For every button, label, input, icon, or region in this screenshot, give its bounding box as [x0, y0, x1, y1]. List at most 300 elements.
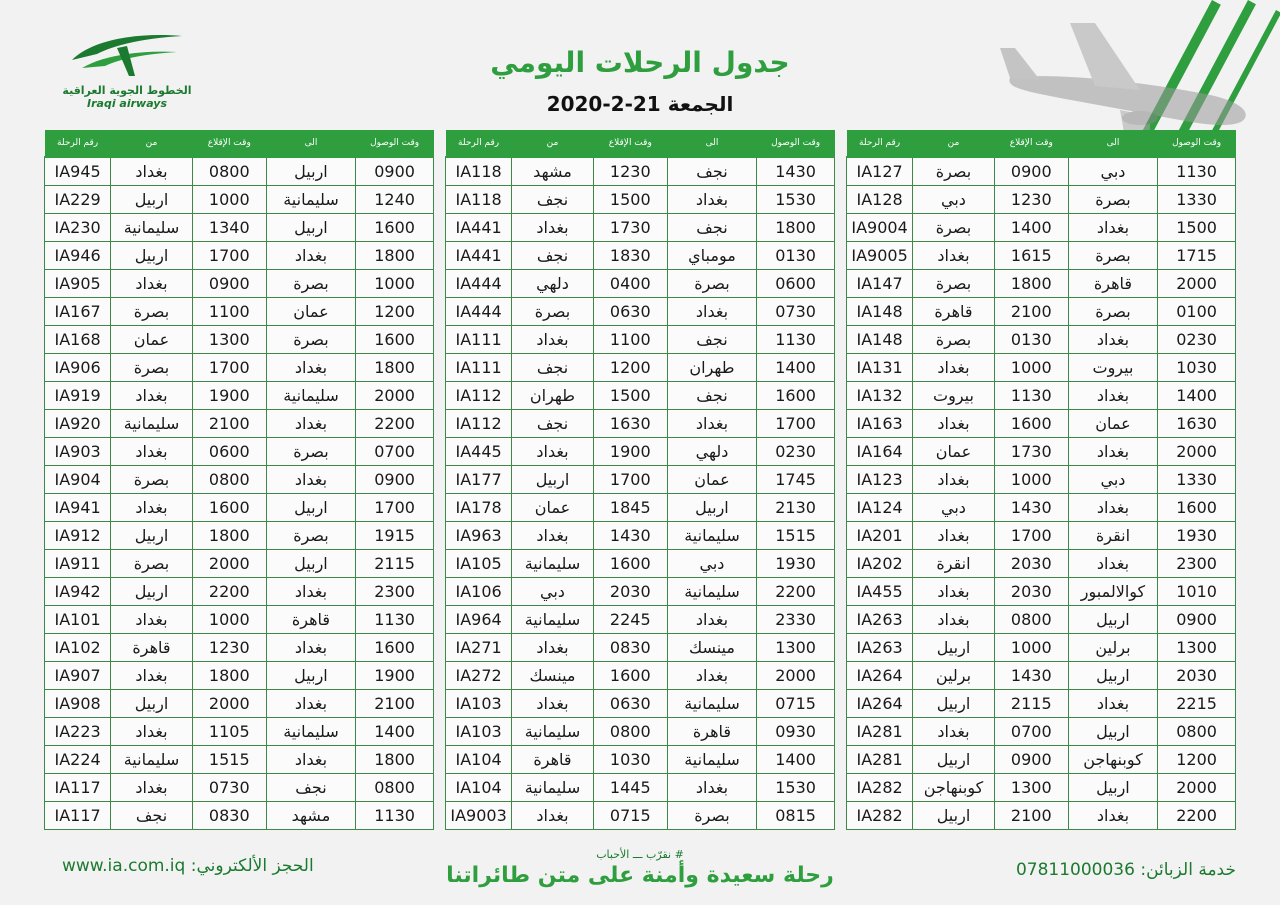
customer-service: خدمة الزبائن: 07811000036 — [1015, 860, 1236, 880]
departure-time-cell: 1430 — [593, 522, 667, 550]
departure-time-cell: 1130 — [994, 382, 1068, 410]
from-city-cell: قاهرة — [512, 746, 594, 774]
departure-time-cell: 1230 — [192, 634, 266, 662]
table-row — [446, 466, 835, 494]
departure-time-cell: 1000 — [994, 634, 1068, 662]
departure-time-cell: 1700 — [593, 466, 667, 494]
departure-time-cell: 0900 — [994, 746, 1068, 774]
from-city-cell: سليمانية — [512, 606, 594, 634]
column-header-flight-number: رقم الرحلة — [446, 130, 512, 157]
flight-number-cell: IA102 — [45, 634, 111, 662]
from-city-cell: نجف — [512, 242, 594, 270]
departure-time-cell: 1600 — [593, 662, 667, 690]
to-city-cell: سليمانية — [266, 718, 355, 746]
from-city-cell: بغداد — [913, 466, 995, 494]
departure-time-cell: 1800 — [994, 270, 1068, 298]
flight-number-cell: IA281 — [847, 746, 913, 774]
table-row — [446, 157, 835, 186]
from-city-cell: اربيل — [111, 242, 193, 270]
departure-time-cell: 1100 — [192, 298, 266, 326]
table-row — [45, 410, 434, 438]
flight-number-cell: IA164 — [847, 438, 913, 466]
arrival-time-cell: 1600 — [356, 326, 434, 354]
to-city-cell: بصرة — [667, 270, 756, 298]
arrival-time-cell: 0930 — [757, 718, 835, 746]
arrival-time-cell: 2200 — [757, 578, 835, 606]
table-row — [45, 746, 434, 774]
flight-number-cell: IA281 — [847, 718, 913, 746]
from-city-cell: نجف — [512, 186, 594, 214]
from-city-cell: سليمانية — [111, 410, 193, 438]
to-city-cell: نجف — [667, 326, 756, 354]
arrival-time-cell: 1600 — [757, 382, 835, 410]
to-city-cell: بغداد — [667, 298, 756, 326]
arrival-time-cell: 1915 — [356, 522, 434, 550]
arrival-time-cell: 0900 — [356, 466, 434, 494]
flight-number-cell: IA127 — [847, 157, 913, 186]
arrival-time-cell: 1800 — [356, 746, 434, 774]
flight-number-cell: IA920 — [45, 410, 111, 438]
flight-number-cell: IA167 — [45, 298, 111, 326]
to-city-cell: بيروت — [1068, 354, 1157, 382]
departure-time-cell: 1000 — [192, 606, 266, 634]
table-row — [45, 774, 434, 802]
from-city-cell: عمان — [512, 494, 594, 522]
to-city-cell: سليمانية — [667, 522, 756, 550]
flight-number-cell: IA101 — [45, 606, 111, 634]
column-header-from-city: من — [111, 130, 193, 157]
arrival-time-cell: 0100 — [1158, 298, 1236, 326]
departure-time-cell: 1300 — [994, 774, 1068, 802]
flight-number-cell: IA103 — [446, 718, 512, 746]
arrival-time-cell: 1930 — [1158, 522, 1236, 550]
arrival-time-cell: 1000 — [356, 270, 434, 298]
arrival-time-cell: 2200 — [1158, 802, 1236, 830]
departure-time-cell: 2100 — [994, 802, 1068, 830]
departure-time-cell: 2030 — [994, 550, 1068, 578]
arrival-time-cell: 1240 — [356, 186, 434, 214]
page-title: جدول الرحلات اليومي — [490, 46, 790, 79]
from-city-cell: سليمانية — [111, 214, 193, 242]
arrival-time-cell: 1530 — [757, 774, 835, 802]
arrival-time-cell: 1330 — [1158, 466, 1236, 494]
table-row — [45, 354, 434, 382]
from-city-cell: مينسك — [512, 662, 594, 690]
table-row — [45, 522, 434, 550]
from-city-cell: بغداد — [111, 662, 193, 690]
to-city-cell: بصرة — [266, 270, 355, 298]
table-row — [45, 242, 434, 270]
departure-time-cell: 1500 — [593, 186, 667, 214]
flight-number-cell: IA263 — [847, 606, 913, 634]
departure-time-cell: 1900 — [593, 438, 667, 466]
from-city-cell: نجف — [512, 410, 594, 438]
flight-number-cell: IA147 — [847, 270, 913, 298]
from-city-cell: بصرة — [913, 157, 995, 186]
column-header-departure-time: وقت الإقلاع — [593, 130, 667, 157]
departure-time-cell: 1900 — [192, 382, 266, 410]
flight-number-cell: IA106 — [446, 578, 512, 606]
to-city-cell: كوبنهاجن — [1068, 746, 1157, 774]
flight-number-cell: IA907 — [45, 662, 111, 690]
to-city-cell: بغداد — [667, 410, 756, 438]
departure-time-cell: 0600 — [192, 438, 266, 466]
departure-time-cell: 2200 — [192, 578, 266, 606]
table-row — [446, 550, 835, 578]
to-city-cell: بغداد — [266, 578, 355, 606]
arrival-time-cell: 1600 — [356, 214, 434, 242]
flight-number-cell: IA912 — [45, 522, 111, 550]
to-city-cell: برلين — [1068, 634, 1157, 662]
table-row — [45, 550, 434, 578]
to-city-cell: عمان — [266, 298, 355, 326]
from-city-cell: سليمانية — [512, 718, 594, 746]
from-city-cell: بيروت — [913, 382, 995, 410]
to-city-cell: اربيل — [266, 157, 355, 186]
departure-time-cell: 2000 — [192, 550, 266, 578]
table-row — [847, 606, 1236, 634]
from-city-cell: بغداد — [913, 578, 995, 606]
to-city-cell: بصرة — [266, 438, 355, 466]
arrival-time-cell: 2000 — [757, 662, 835, 690]
departure-time-cell: 1600 — [593, 550, 667, 578]
arrival-time-cell: 1130 — [757, 326, 835, 354]
arrival-time-cell: 1700 — [356, 494, 434, 522]
from-city-cell: بصرة — [913, 326, 995, 354]
to-city-cell: بغداد — [266, 410, 355, 438]
flight-number-cell: IA946 — [45, 242, 111, 270]
to-city-cell: عمان — [667, 466, 756, 494]
to-city-cell: بغداد — [667, 186, 756, 214]
from-city-cell: قاهرة — [111, 634, 193, 662]
arrival-time-cell: 1400 — [757, 354, 835, 382]
table-row — [446, 522, 835, 550]
departure-time-cell: 1800 — [192, 522, 266, 550]
to-city-cell: عمان — [1068, 410, 1157, 438]
to-city-cell: اربيل — [1068, 606, 1157, 634]
table-header-row — [847, 130, 1236, 157]
arrival-time-cell: 2330 — [757, 606, 835, 634]
flight-number-cell: IA441 — [446, 242, 512, 270]
arrival-time-cell: 1300 — [1158, 634, 1236, 662]
flight-number-cell: IA445 — [446, 438, 512, 466]
flight-number-cell: IA945 — [45, 157, 111, 186]
arrival-time-cell: 2115 — [356, 550, 434, 578]
column-header-to-city: الى — [1068, 130, 1157, 157]
arrival-time-cell: 1715 — [1158, 242, 1236, 270]
arrival-time-cell: 1745 — [757, 466, 835, 494]
to-city-cell: دلهي — [667, 438, 756, 466]
arrival-time-cell: 1330 — [1158, 186, 1236, 214]
departure-time-cell: 0830 — [192, 802, 266, 830]
arrival-time-cell: 1400 — [356, 718, 434, 746]
to-city-cell: بغداد — [266, 242, 355, 270]
flight-number-cell: IA177 — [446, 466, 512, 494]
table-row — [446, 494, 835, 522]
to-city-cell: بغداد — [1068, 550, 1157, 578]
table-row — [847, 157, 1236, 186]
column-header-from-city: من — [913, 130, 995, 157]
to-city-cell: اربيل — [1068, 662, 1157, 690]
from-city-cell: بغداد — [111, 494, 193, 522]
to-city-cell: بغداد — [1068, 690, 1157, 718]
flight-number-cell: IA117 — [45, 802, 111, 830]
from-city-cell: عمان — [111, 326, 193, 354]
arrival-time-cell: 0700 — [356, 438, 434, 466]
to-city-cell: بصرة — [266, 522, 355, 550]
flight-number-cell: IA104 — [446, 774, 512, 802]
to-city-cell: مومباي — [667, 242, 756, 270]
departure-time-cell: 1630 — [593, 410, 667, 438]
flight-number-cell: IA223 — [45, 718, 111, 746]
from-city-cell: اربيل — [913, 690, 995, 718]
arrival-time-cell: 1600 — [356, 634, 434, 662]
departure-time-cell: 1830 — [593, 242, 667, 270]
departure-time-cell: 1400 — [994, 214, 1068, 242]
departure-time-cell: 2100 — [192, 410, 266, 438]
flight-number-cell: IA201 — [847, 522, 913, 550]
to-city-cell: سليمانية — [266, 382, 355, 410]
to-city-cell: قاهرة — [266, 606, 355, 634]
departure-time-cell: 1000 — [192, 186, 266, 214]
departure-time-cell: 1100 — [593, 326, 667, 354]
table-row — [446, 186, 835, 214]
from-city-cell: دبي — [913, 186, 995, 214]
hashtag: # نقرّب ـــ الأحباب — [596, 848, 684, 861]
from-city-cell: بغداد — [512, 214, 594, 242]
to-city-cell: دبي — [667, 550, 756, 578]
departure-time-cell: 1600 — [994, 410, 1068, 438]
arrival-time-cell: 0730 — [757, 298, 835, 326]
departure-time-cell: 1700 — [994, 522, 1068, 550]
table-row — [446, 326, 835, 354]
departure-time-cell: 0900 — [192, 270, 266, 298]
to-city-cell: قاهرة — [1068, 270, 1157, 298]
flight-number-cell: IA163 — [847, 410, 913, 438]
from-city-cell: بصرة — [111, 550, 193, 578]
to-city-cell: مشهد — [266, 802, 355, 830]
departure-time-cell: 1700 — [192, 242, 266, 270]
booking-website[interactable]: www.ia.com.iq :الحجز الألكتروني — [62, 856, 314, 876]
table-row — [45, 298, 434, 326]
arrival-time-cell: 2100 — [356, 690, 434, 718]
flight-number-cell: IA117 — [45, 774, 111, 802]
arrival-time-cell: 2000 — [1158, 774, 1236, 802]
departure-time-cell: 0800 — [192, 466, 266, 494]
from-city-cell: بغداد — [512, 326, 594, 354]
table-row — [446, 802, 835, 830]
departure-time-cell: 1030 — [593, 746, 667, 774]
flight-number-cell: IA263 — [847, 634, 913, 662]
to-city-cell: اربيل — [266, 550, 355, 578]
departure-time-cell: 0630 — [593, 690, 667, 718]
from-city-cell: بغداد — [512, 522, 594, 550]
table-row — [45, 186, 434, 214]
column-header-to-city: الى — [667, 130, 756, 157]
table-row — [847, 746, 1236, 774]
from-city-cell: دلهي — [512, 270, 594, 298]
flight-number-cell: IA9004 — [847, 214, 913, 242]
to-city-cell: سليمانية — [667, 690, 756, 718]
arrival-time-cell: 2215 — [1158, 690, 1236, 718]
departure-time-cell: 2030 — [994, 578, 1068, 606]
to-city-cell: نجف — [266, 774, 355, 802]
arrival-time-cell: 2130 — [757, 494, 835, 522]
table-row — [45, 438, 434, 466]
flight-table-right — [846, 130, 1236, 830]
to-city-cell: بغداد — [266, 746, 355, 774]
table-row — [45, 662, 434, 690]
to-city-cell: بصرة — [1068, 298, 1157, 326]
from-city-cell: سليمانية — [111, 746, 193, 774]
table-row — [847, 774, 1236, 802]
table-row — [45, 157, 434, 186]
to-city-cell: بغداد — [266, 354, 355, 382]
arrival-time-cell: 1200 — [1158, 746, 1236, 774]
table-row — [847, 438, 1236, 466]
flight-number-cell: IA118 — [446, 157, 512, 186]
from-city-cell: دبي — [913, 494, 995, 522]
table-row — [847, 662, 1236, 690]
departure-time-cell: 0800 — [593, 718, 667, 746]
departure-time-cell: 1300 — [192, 326, 266, 354]
flight-number-cell: IA9003 — [446, 802, 512, 830]
departure-time-cell: 1000 — [994, 354, 1068, 382]
from-city-cell: بغداد — [111, 270, 193, 298]
flight-number-cell: IA919 — [45, 382, 111, 410]
to-city-cell: نجف — [667, 157, 756, 186]
schedule-date: الجمعة 21-2-2020 — [546, 92, 734, 116]
flight-number-cell: IA123 — [847, 466, 913, 494]
table-row — [446, 214, 835, 242]
flight-number-cell: IA148 — [847, 326, 913, 354]
departure-time-cell: 1700 — [192, 354, 266, 382]
flight-number-cell: IA441 — [446, 214, 512, 242]
table-row — [446, 578, 835, 606]
departure-time-cell: 1105 — [192, 718, 266, 746]
flight-number-cell: IA224 — [45, 746, 111, 774]
table-row — [446, 438, 835, 466]
arrival-time-cell: 2030 — [1158, 662, 1236, 690]
flight-number-cell: IA111 — [446, 354, 512, 382]
table-row — [847, 494, 1236, 522]
flight-number-cell: IA282 — [847, 774, 913, 802]
table-row — [847, 410, 1236, 438]
from-city-cell: مشهد — [512, 157, 594, 186]
to-city-cell: دبي — [1068, 157, 1157, 186]
from-city-cell: دبي — [512, 578, 594, 606]
departure-time-cell: 0800 — [994, 606, 1068, 634]
from-city-cell: بصرة — [913, 214, 995, 242]
from-city-cell: اربيل — [913, 746, 995, 774]
arrival-time-cell: 2300 — [1158, 550, 1236, 578]
departure-time-cell: 1845 — [593, 494, 667, 522]
to-city-cell: بصرة — [667, 802, 756, 830]
table-row — [446, 774, 835, 802]
departure-time-cell: 0830 — [593, 634, 667, 662]
from-city-cell: سليمانية — [512, 774, 594, 802]
from-city-cell: اربيل — [111, 186, 193, 214]
table-header-row — [45, 130, 434, 157]
arrival-time-cell: 2300 — [356, 578, 434, 606]
column-header-to-city: الى — [266, 130, 355, 157]
table-row — [446, 634, 835, 662]
departure-time-cell: 2100 — [994, 298, 1068, 326]
from-city-cell: بغداد — [913, 606, 995, 634]
from-city-cell: بصرة — [111, 298, 193, 326]
from-city-cell: قاهرة — [913, 298, 995, 326]
to-city-cell: بغداد — [1068, 214, 1157, 242]
to-city-cell: نجف — [667, 382, 756, 410]
flight-number-cell: IA282 — [847, 802, 913, 830]
table-row — [847, 550, 1236, 578]
from-city-cell: بغداد — [913, 522, 995, 550]
arrival-time-cell: 1900 — [356, 662, 434, 690]
flight-number-cell: IA229 — [45, 186, 111, 214]
from-city-cell: عمان — [913, 438, 995, 466]
column-header-from-city: من — [512, 130, 594, 157]
to-city-cell: بصرة — [266, 326, 355, 354]
table-row — [45, 578, 434, 606]
flight-number-cell: IA903 — [45, 438, 111, 466]
to-city-cell: بصرة — [1068, 242, 1157, 270]
flight-number-cell: IA124 — [847, 494, 913, 522]
from-city-cell: بغداد — [111, 438, 193, 466]
slogan: رحلة سعيدة وأمنة على متن طائراتنا — [446, 863, 834, 888]
from-city-cell: بغداد — [512, 634, 594, 662]
from-city-cell: بغداد — [512, 690, 594, 718]
table-row — [847, 578, 1236, 606]
table-row — [45, 606, 434, 634]
departure-time-cell: 1730 — [994, 438, 1068, 466]
to-city-cell: قاهرة — [667, 718, 756, 746]
table-row — [446, 242, 835, 270]
flight-number-cell: IA202 — [847, 550, 913, 578]
table-row — [446, 270, 835, 298]
table-row — [45, 494, 434, 522]
table-row — [45, 634, 434, 662]
arrival-time-cell: 2000 — [1158, 438, 1236, 466]
table-row — [45, 270, 434, 298]
from-city-cell: نجف — [111, 802, 193, 830]
table-row — [847, 466, 1236, 494]
departure-time-cell: 1430 — [994, 662, 1068, 690]
to-city-cell: بغداد — [1068, 326, 1157, 354]
arrival-time-cell: 1400 — [757, 746, 835, 774]
table-row — [45, 214, 434, 242]
flight-table-middle — [445, 130, 835, 830]
flight-number-cell: IA905 — [45, 270, 111, 298]
flight-number-cell: IA118 — [446, 186, 512, 214]
from-city-cell: طهران — [512, 382, 594, 410]
departure-time-cell: 0630 — [593, 298, 667, 326]
table-row — [847, 382, 1236, 410]
departure-time-cell: 0400 — [593, 270, 667, 298]
logo-english-text: Iraqi airways — [87, 97, 167, 110]
flight-number-cell: IA941 — [45, 494, 111, 522]
from-city-cell: نجف — [512, 354, 594, 382]
departure-time-cell: 1445 — [593, 774, 667, 802]
departure-time-cell: 1230 — [994, 186, 1068, 214]
from-city-cell: سليمانية — [512, 550, 594, 578]
flight-number-cell: IA148 — [847, 298, 913, 326]
table-row — [847, 802, 1236, 830]
flight-number-cell: IA904 — [45, 466, 111, 494]
column-header-arrival-time: وقت الوصول — [1158, 130, 1236, 157]
to-city-cell: اربيل — [1068, 774, 1157, 802]
arrival-time-cell: 0715 — [757, 690, 835, 718]
departure-time-cell: 1800 — [192, 662, 266, 690]
